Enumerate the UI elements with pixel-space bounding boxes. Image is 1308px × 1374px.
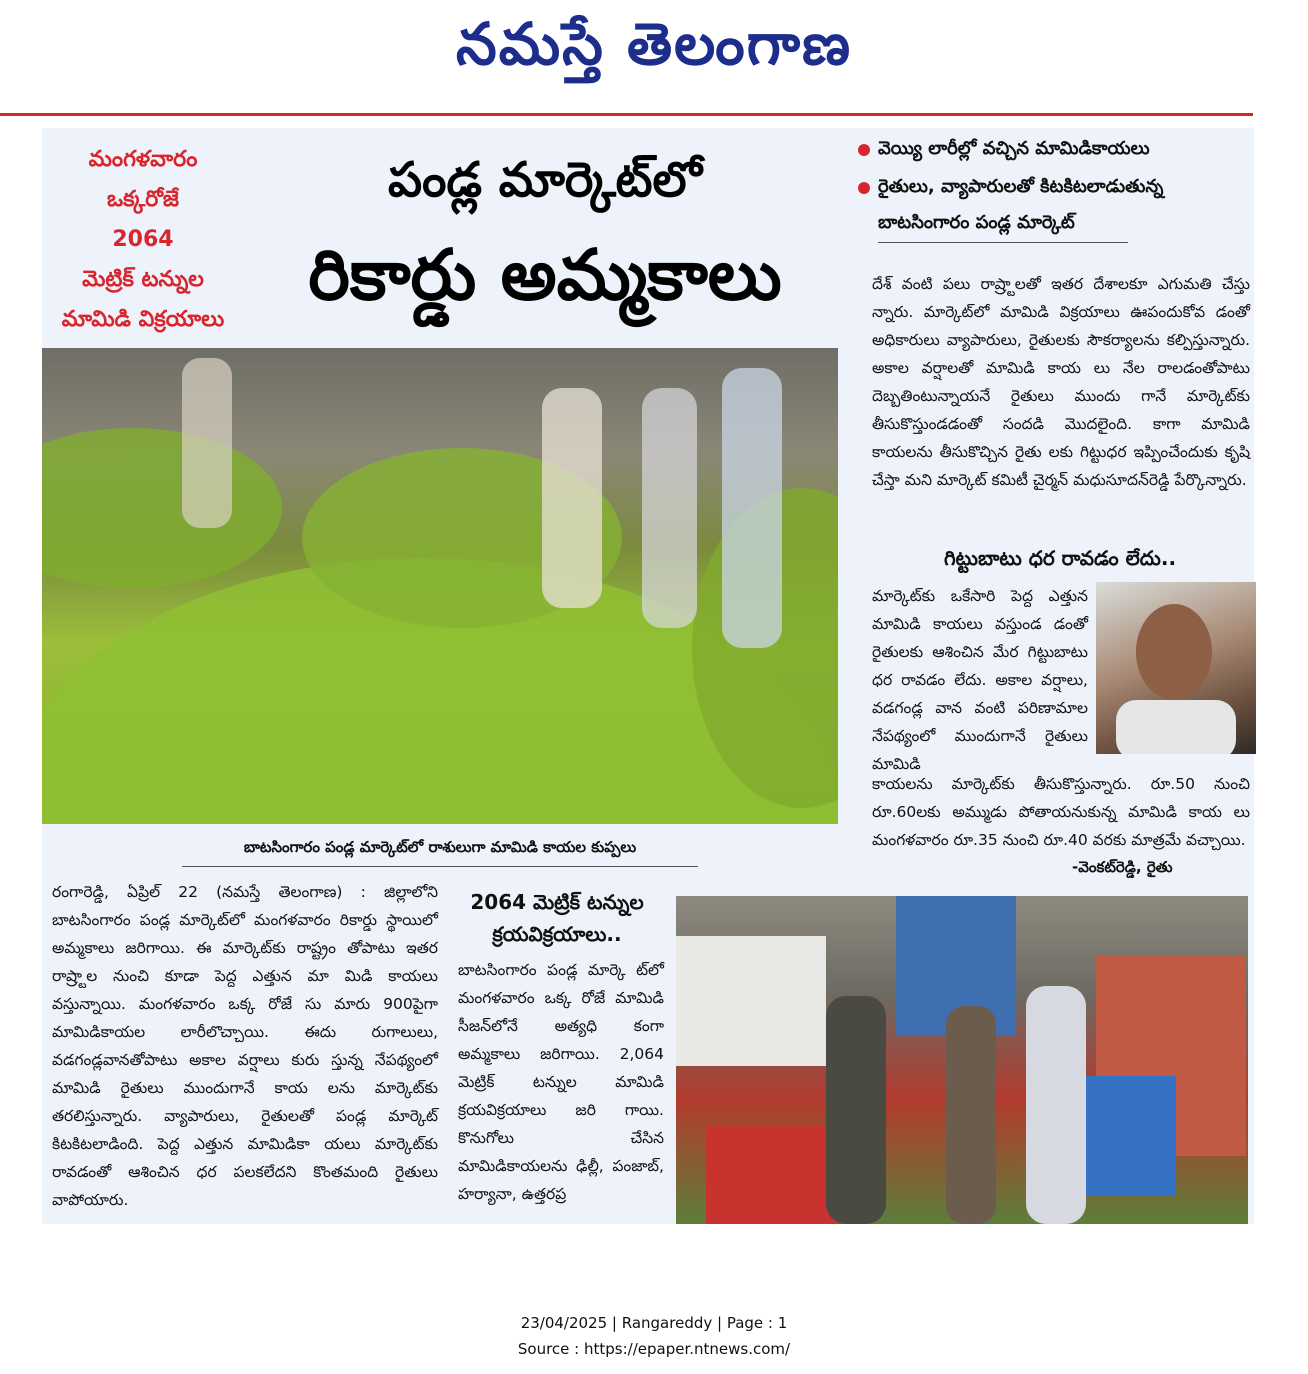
bullet-continuation: బాటసింగారం పండ్ల మార్కెట్ — [878, 212, 1075, 233]
right-article-body: దేశ్ వంటి పలు రాష్ర్టాలతో ఇతర దేశాలకూ ఎగుమతి చేస్తు న్నారు. మార్కెట్‌లో మామిడి విక్రయాలు ఊపందుకోవ డంతో అధికారులు వ్యాపారులు, రైతులకు సౌకర్యాలను కల్పిస్తున్నారు. అకాల వర్షాలతో మామిడి కాయ లు నేల రాలడంతోపాటు దెబ్బతింటున్నాయనే రైతులు ముందు గానే మార్కెట్‌కు తీసుకొస్తుండడంతో సందడి మొదలైంది. కాగా మామిడి కాయలను తీసుకొచ్చిన రైతు లకు గిట్టుధర ఇప్పించేందుకు కృషి చేస్తా మని మార్కెట్ కమిటీ చైర్మన్ మధుసూదన్‌రెడ్డి పేర్కొన్నారు. — [872, 275, 1250, 489]
farmer-head — [1136, 604, 1212, 700]
mango-heap — [42, 428, 282, 588]
mango-heap-illustration — [42, 348, 838, 824]
left-article-body: రంగారెడ్డి, ఏప్రిల్ 22 (నమస్తే తెలంగాణ) : జిల్లాలోని బాటసింగారం పండ్ల మార్కెట్‌లో మంగళవారం రికార్డు స్థాయిలో అమ్మకాలు జరిగాయి. ఈ మార్కెట్‌కు రాష్ట్రం తోపాటు ఇతర రాష్ర్టాల నుంచి కూడా పెద్ద ఎత్తున మా మిడి కాయలు వస్తున్నాయి. మంగళవారం ఒక్క రోజే సు మారు 900పైగా మామిడికాయల లారీలొచ్చాయి. ఈదు రుగాలులు, వడగండ్లవానతోపాటు అకాల వర్షాలు కురు స్తున్న నేపథ్యంలో మామిడి రైతులు ముందుగానే కాయ లను మార్కెట్‌కు తరలిస్తున్నారు. వ్యాపారులు, రైతులతో పండ్ల మార్కెట్ కిటకిటలాడింది. పెద్ద ఎత్తున మామిడికా యలు మార్కెట్‌కు రావడంతో ఆశించిన ధర పలకలేదని కొంతమంది రైతులు వాపోయారు. — [52, 883, 438, 1209]
quote-box-body-continued: కాయలను మార్కెట్‌కు తీసుకొస్తున్నారు. రూ.50 నుంచి రూ.60లకు అమ్ముడు పోతాయనుకున్న మామిడి కాయ లు మంగళవారం రూ.35 నుంచి రూ.40 వరకు మాత్రమే వచ్చాయి. — [872, 775, 1250, 849]
caption-rule — [182, 866, 698, 867]
main-photo — [42, 348, 838, 824]
quote-byline: -వెంకట్‌రెడ్డి, రైతు — [1072, 858, 1173, 876]
person-silhouette — [182, 358, 232, 528]
footer — [0, 1310, 1308, 1362]
farmer-shirt — [1116, 700, 1236, 754]
market-scene-illustration — [676, 896, 1248, 1224]
person-silhouette — [542, 388, 602, 608]
person-silhouette — [1026, 986, 1086, 1224]
person-silhouette — [722, 368, 782, 648]
person-silhouette — [826, 996, 886, 1224]
market-photo — [676, 896, 1248, 1224]
middle-article-body: బాటసింగారం పండ్ల మార్కె ట్‌లో మంగళవారం ఒక్క రోజే మామిడి సీజన్‌లోనే అత్యధి కంగా అమ్మకాలు జరిగాయి. 2,064 మెట్రిక్ టన్నుల మామిడి క్రయవిక్రయాలు జరి గాయి. కొనుగోలు చేసిన మామిడికాయలను ఢిల్లీ, పంజాబ్, హర్యానా, ఉత్తరప్ర — [458, 961, 664, 1203]
truck — [676, 936, 826, 1066]
masthead — [0, 8, 1308, 88]
bullet-rule — [878, 242, 1128, 243]
bullet-dot-icon — [858, 144, 870, 156]
sidebar-highlight — [48, 140, 238, 330]
sidebar-line: మామిడి విక్రయాలు — [61, 307, 225, 332]
bullet-text: వెయ్యి లారీల్లో వచ్చిన మామిడికాయలు — [878, 138, 1150, 159]
quote-box-body: మార్కెట్‌కు ఒకేసారి పెద్ద ఎత్తున మామిడి కాయలు వస్తుండ డంతో రైతులకు ఆశించిన మేర గిట్టుబాటు ధర రావడం లేదు. అకాల వర్షాలు, వడగండ్ల వాన వంటి పరిణామాల నేపథ్యంలో ముందుగానే రైతులు మామిడి — [872, 587, 1088, 773]
person-silhouette — [642, 388, 697, 628]
sidebar-line: ఒక్కరోజే — [107, 187, 179, 212]
masthead-title: నమస్తే తెలంగాణ — [456, 10, 852, 78]
quote-box-title: గిట్టుబాటు ధర రావడం లేదు.. — [943, 546, 1177, 570]
bullet-dot-icon — [858, 182, 870, 194]
bullet-item — [858, 136, 1248, 162]
farmer-portrait-illustration — [1096, 582, 1256, 754]
photo-caption: బాటసింగారం పండ్ల మార్కెట్‌లో రాశులుగా మామిడి కాయల కుప్పలు — [243, 838, 637, 856]
headline — [250, 140, 840, 330]
bullet-text: రైతులు, వ్యాపారులతో కిటకిటలాడుతున్న — [878, 176, 1164, 197]
middle-article-title: 2064 మెట్రిక్ టన్నుల క్రయవిక్రయాలు.. — [470, 890, 644, 946]
sidebar-line: మంగళవారం — [88, 147, 198, 172]
footer-page-info: 23/04/2025 | Rangareddy | Page : 1 — [520, 1314, 788, 1332]
sidebar-line: మెట్రిక్ టన్నుల — [82, 267, 204, 292]
farmer-photo — [1096, 582, 1256, 754]
footer-source: Source : https://epaper.ntnews.com/ — [517, 1340, 791, 1358]
bullet-list — [858, 136, 1248, 243]
bullet-item — [858, 174, 1248, 200]
blue-crate — [1086, 1076, 1176, 1196]
person-silhouette — [946, 1006, 996, 1224]
masthead-rule — [0, 113, 1253, 116]
headline-line-2: రికార్డు అమ్మకాలు — [308, 234, 782, 316]
sidebar-line: 2064 — [112, 227, 174, 252]
headline-line-1: పండ్ల మార్కెట్‌లో — [388, 152, 702, 208]
